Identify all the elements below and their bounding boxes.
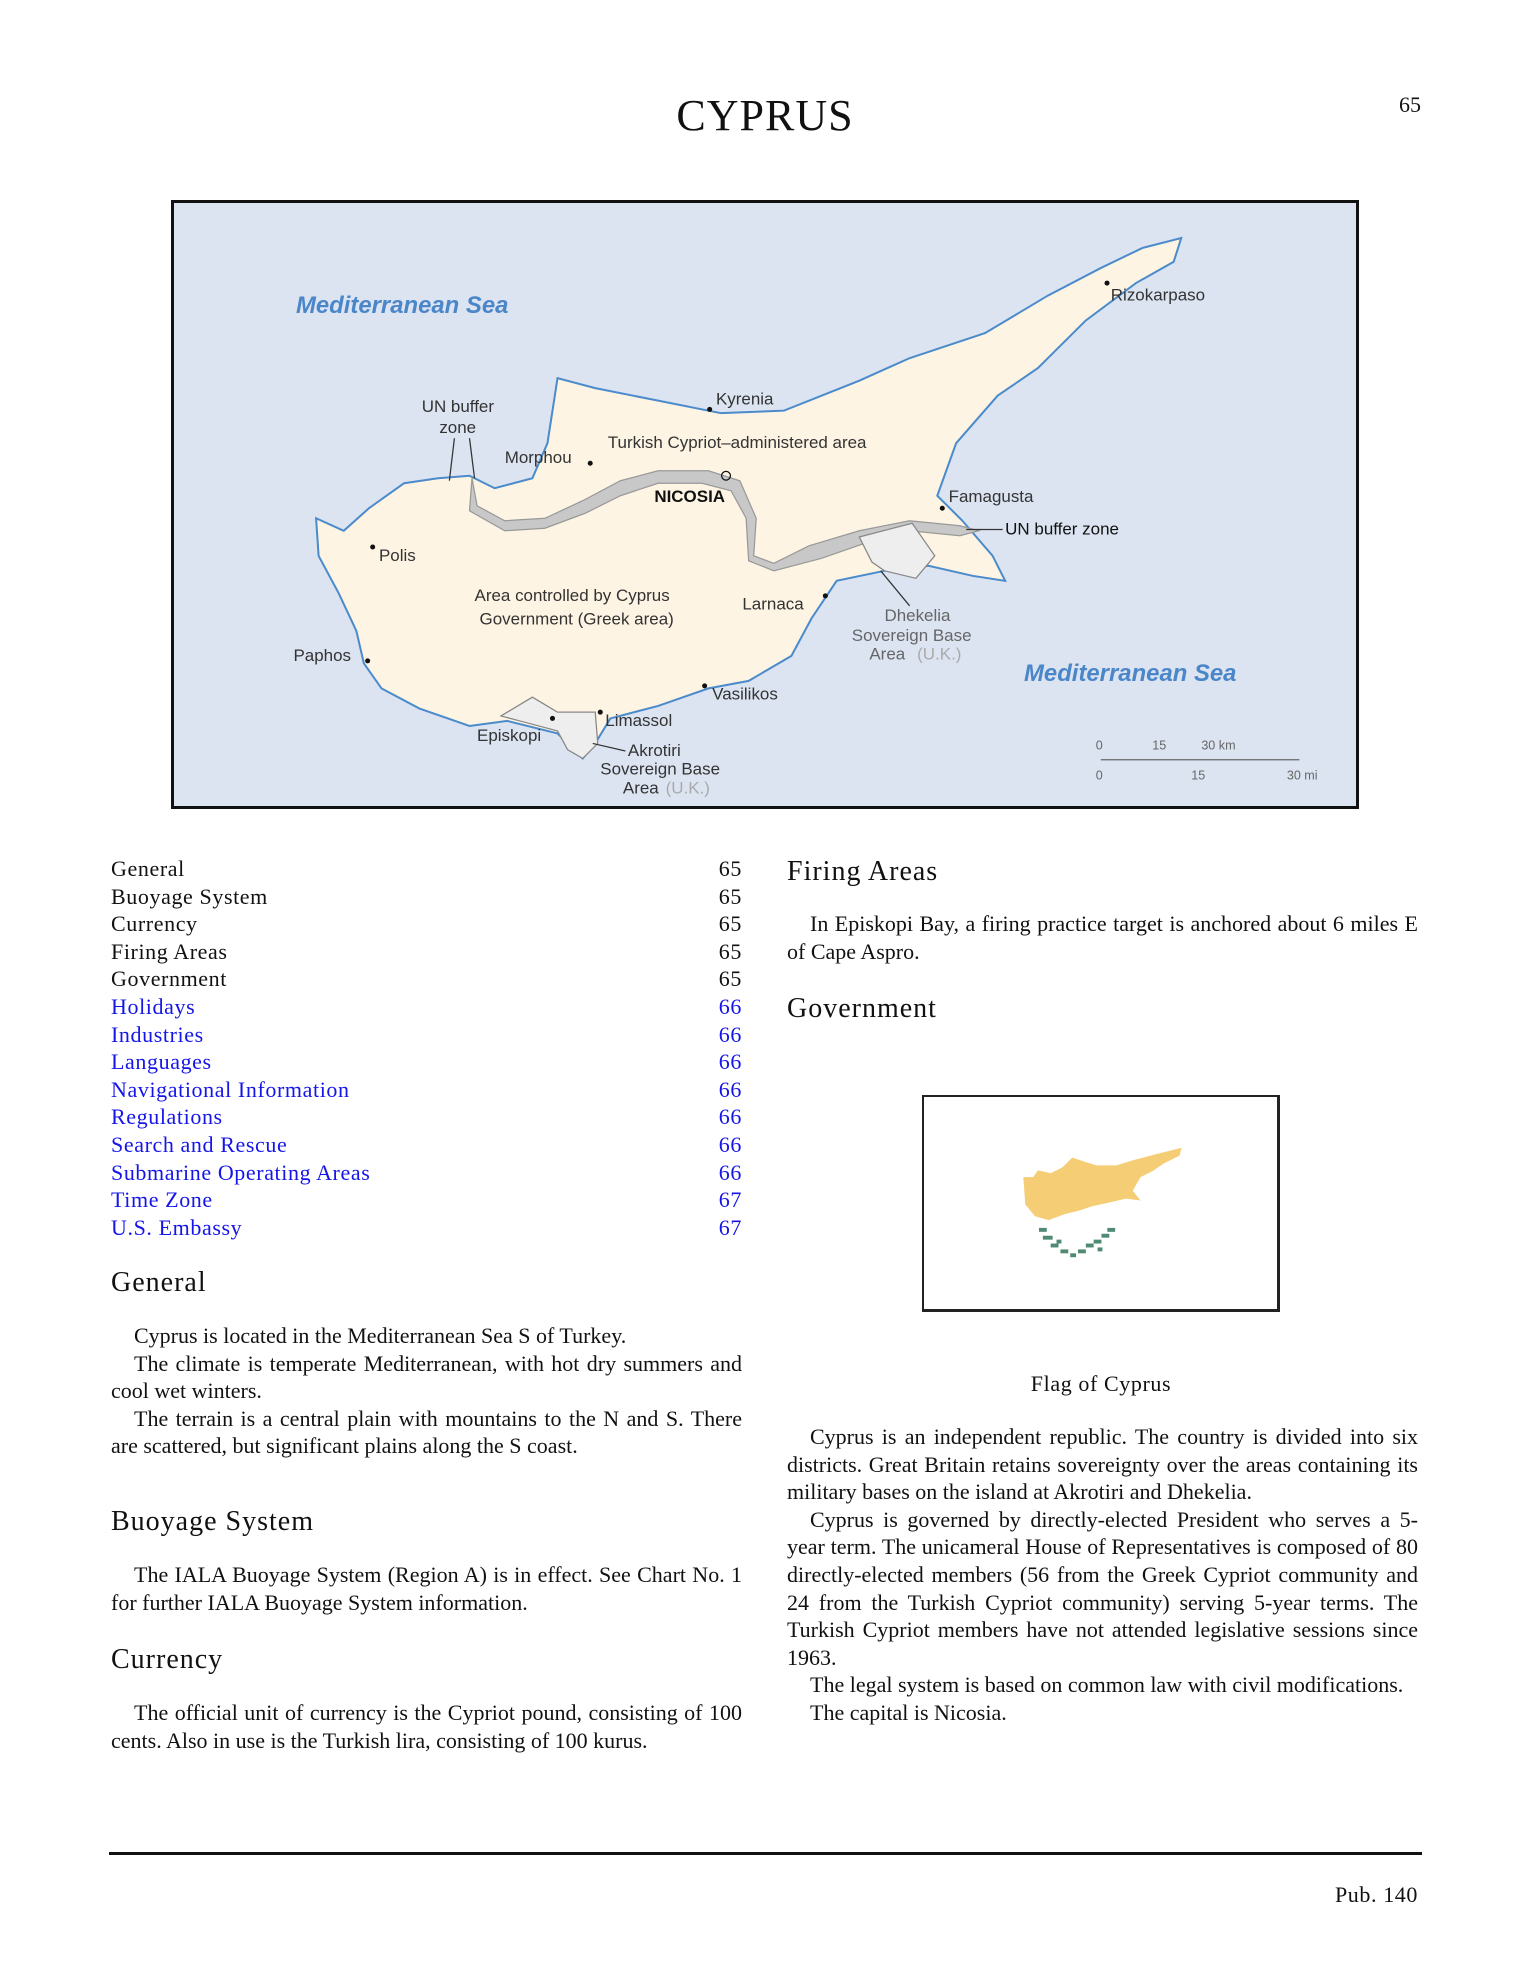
toc-entry-label: U.S. Embassy [111, 1214, 243, 1240]
akrotiri-label: Akrotiri [627, 740, 681, 760]
toc-entry-page: 65 [718, 856, 742, 881]
general-body [111, 1322, 742, 1460]
paragraph: The capital is Nicosia. [810, 1699, 1007, 1725]
place-vasilikos: Vasilikos [712, 684, 778, 704]
paragraph: The IALA Buoyage System (Region A) is in effect. See Chart No. 1 for further IALA Buoyage System information. [111, 1562, 742, 1615]
paragraph: In Episkopi Bay, a firing practice target is anchored about 6 miles E of Cape Aspro. [787, 911, 1418, 964]
scale-mi-15: 15 [1191, 768, 1206, 783]
sea-label-south: Mediterranean Sea [1024, 659, 1237, 687]
toc-entry-page: 66 [718, 1159, 742, 1185]
toc-entry[interactable] [111, 1186, 742, 1214]
toc-entry-label: Holidays [111, 993, 196, 1019]
scale-km-0: 0 [1095, 738, 1103, 753]
toc-entry-label: Submarine Operating Areas [111, 1159, 371, 1185]
toc-entry-label: Industries [111, 1021, 204, 1047]
paragraph: The terrain is a central plain with mountains to the N and S. There are scattered, but significant plains along the S coast. [111, 1405, 742, 1459]
toc-entry [111, 965, 742, 993]
toc-entry[interactable] [111, 1021, 742, 1049]
page-title: CYPRUS [676, 91, 854, 140]
publication-label: Pub. 140 [1334, 1882, 1418, 1907]
government-body [787, 1423, 1418, 1727]
place-nicosia: NICOSIA [654, 487, 726, 506]
table-of-contents [111, 855, 742, 1241]
heading-firing-areas: Firing Areas [787, 856, 939, 887]
flag-island [1023, 1148, 1181, 1220]
buoyage-body [111, 1561, 742, 1616]
toc-entry-page: 66 [718, 1049, 742, 1075]
toc-entry-page: 67 [718, 1214, 742, 1240]
dhekelia-label: Dhekelia [884, 605, 951, 625]
paragraph: The climate is temperate Mediterranean, with hot dry summers and cool wet winters. [111, 1350, 742, 1404]
heading-currency: Currency [111, 1644, 224, 1675]
toc-entry [111, 855, 742, 883]
scale-km-30: 30 km [1201, 738, 1236, 753]
toc-entry-label: Regulations [111, 1104, 223, 1130]
toc-entry[interactable] [111, 1076, 742, 1104]
toc-entry[interactable] [111, 993, 742, 1021]
toc-entry[interactable] [111, 1131, 742, 1159]
akrotiri-uk-label: (U.K.) [665, 778, 710, 798]
toc-entry-label: Search and Rescue [111, 1131, 288, 1157]
toc-entry-page: 66 [718, 1131, 742, 1157]
un-buffer-label: UN buffer [421, 396, 495, 416]
turkish-area-label: Turkish Cypriot–administered area [607, 433, 867, 453]
flag-caption: Flag of Cyprus [1030, 1371, 1172, 1396]
toc-entry-label: Government [111, 966, 227, 992]
greek-area-label: Government (Greek area) [479, 609, 674, 629]
toc-entry-page: 66 [718, 1076, 742, 1102]
scale-mi-0: 0 [1095, 768, 1103, 783]
place-rizokarpaso: Rizokarpaso [1110, 285, 1206, 305]
toc-entry-page: 65 [718, 938, 742, 964]
toc-entry [111, 910, 742, 938]
toc-entry-page: 66 [718, 1021, 742, 1047]
scale-km-15: 15 [1152, 738, 1167, 753]
dhekelia-label: Sovereign Base [851, 625, 972, 645]
heading-government: Government [787, 993, 937, 1024]
toc-entry-label: Time Zone [111, 1187, 213, 1213]
place-kyrenia: Kyrenia [715, 389, 774, 409]
toc-entry-label: Languages [111, 1049, 212, 1075]
un-buffer-label: zone [439, 418, 477, 438]
paragraph: Cyprus is governed by directly-elected President who serves a 5-year term. The unicameral House of Representatives is composed of 80 directly-elected members (56 from the Greek Cypriot community and 24 from the Turkish Cypriot community) serving 5-year terms. The Turkish Cypriot members have not attended legislative sessions since 1963. [787, 1506, 1418, 1670]
toc-entry [111, 938, 742, 966]
place-larnaca: Larnaca [742, 594, 804, 614]
sea-label-north: Mediterranean Sea [295, 292, 509, 320]
paragraph: The official unit of currency is the Cypriot pound, consisting of 100 cents. Also in use is the Turkish lira, consisting of 100 kurus. [111, 1700, 742, 1753]
place-famagusta: Famagusta [948, 487, 1034, 506]
toc-entry-page: 65 [718, 911, 742, 937]
page-number: 65 [1399, 92, 1421, 117]
place-paphos: Paphos [293, 645, 352, 665]
cyprus-map [171, 200, 1359, 809]
dhekelia-label: Area [869, 644, 906, 664]
paragraph: Cyprus is located in the Mediterranean Sea S of Turkey. [134, 1323, 627, 1348]
toc-entry-page: 66 [718, 1104, 742, 1130]
place-episkopi: Episkopi [477, 725, 542, 745]
dhekelia-uk-label: (U.K.) [917, 644, 962, 664]
toc-entry[interactable] [111, 1214, 742, 1242]
footer-rule [109, 1852, 1422, 1855]
flag-olive-branches [1039, 1228, 1115, 1257]
heading-general: General [111, 1267, 207, 1298]
toc-entry-label: General [111, 856, 185, 881]
scale-mi-30: 30 mi [1286, 768, 1318, 783]
toc-entry-label: Currency [111, 911, 198, 937]
toc-entry-page: 65 [718, 883, 742, 909]
toc-entry-label: Buoyage System [111, 883, 268, 909]
paragraph: Cyprus is an independent republic. The country is divided into six districts. Great Britain retains sovereignty over the areas containing its military bases on the island at Akrotiri and Dhekelia. [787, 1424, 1418, 1505]
currency-body [111, 1699, 742, 1754]
toc-entry[interactable] [111, 1103, 742, 1131]
flag-of-cyprus-image [922, 1095, 1280, 1312]
akrotiri-label: Sovereign Base [600, 759, 721, 779]
toc-entry-page: 67 [718, 1187, 742, 1213]
place-limassol: Limassol [605, 710, 673, 730]
place-morphou: Morphou [504, 448, 572, 468]
toc-entry-label: Firing Areas [111, 938, 228, 964]
firing-body [787, 910, 1418, 965]
un-buffer-east-label: UN buffer zone [1005, 519, 1119, 539]
paragraph: The legal system is based on common law with civil modifications. [810, 1672, 1404, 1698]
akrotiri-label: Area [622, 778, 659, 798]
toc-entry-page: 66 [718, 993, 742, 1019]
toc-entry[interactable] [111, 1048, 742, 1076]
heading-buoyage-system: Buoyage System [111, 1506, 314, 1537]
toc-entry [111, 883, 742, 911]
toc-entry-page: 65 [718, 966, 742, 992]
toc-entry-label: Navigational Information [111, 1076, 350, 1102]
toc-entry[interactable] [111, 1159, 742, 1187]
greek-area-label: Area controlled by Cyprus [474, 585, 670, 605]
place-polis: Polis [378, 545, 416, 565]
